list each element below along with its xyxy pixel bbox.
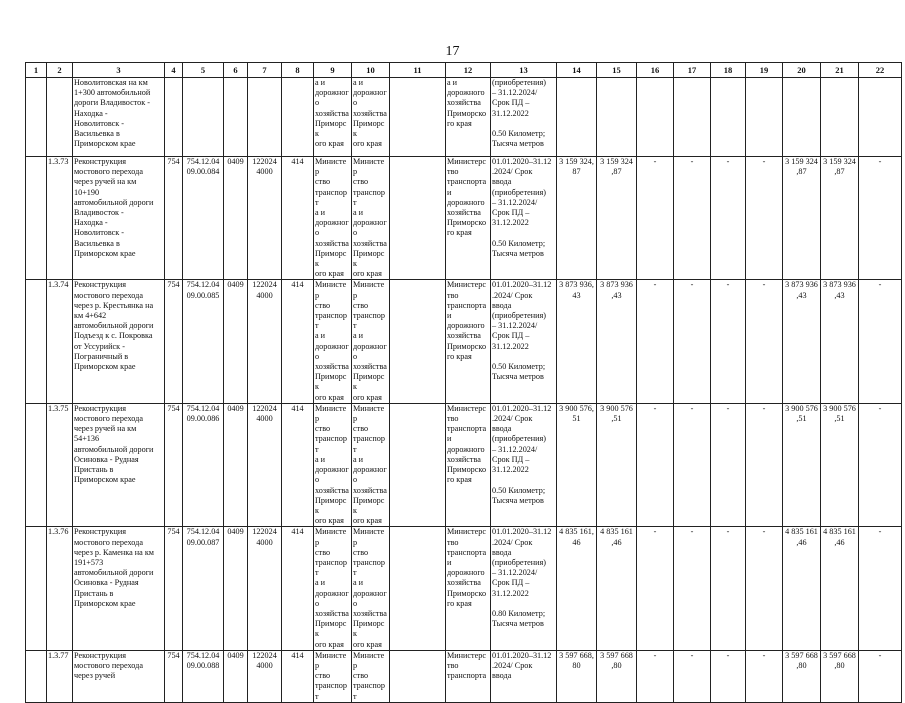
cell-col-22: - bbox=[859, 280, 902, 403]
table-row bbox=[26, 157, 902, 280]
cell-col-22 bbox=[859, 78, 902, 157]
cell-col-4: 754 bbox=[165, 280, 183, 403]
column-header-8: 8 bbox=[282, 63, 314, 78]
cell-col-19: - bbox=[746, 527, 783, 650]
cell-col-9: Министер ство транспорт а и дорожног о хозяйства Приморск ого края bbox=[314, 157, 352, 280]
cell-col-1 bbox=[26, 78, 47, 157]
cell-col-17: - bbox=[674, 280, 711, 403]
cell-col-8: 414 bbox=[282, 157, 314, 280]
cell-col-20: 3 597 668 ,80 bbox=[783, 650, 821, 702]
cell-col-6 bbox=[224, 78, 248, 157]
cell-col-6: 0409 bbox=[224, 650, 248, 702]
cell-col-20: 3 159 324 ,87 bbox=[783, 157, 821, 280]
cell-col-19: - bbox=[746, 280, 783, 403]
cell-col-2: 1.3.73 bbox=[47, 157, 73, 280]
cell-col-2: 1.3.77 bbox=[47, 650, 73, 702]
cell-col-3: Реконструкция мостового перехода через ручей bbox=[73, 650, 165, 702]
cell-col-9: Министер ство транспорт а и дорожног о хозяйства Приморск ого края bbox=[314, 527, 352, 650]
cell-col-8: 414 bbox=[282, 650, 314, 702]
cell-col-17: - bbox=[674, 527, 711, 650]
cell-col-3: Новолитовская на км 1+300 автомобильной дороги Владивосток - Находка - Новолитовск - Васильевка в Приморском крае bbox=[73, 78, 165, 157]
cell-col-11 bbox=[390, 157, 446, 280]
cell-col-22: - bbox=[859, 403, 902, 526]
cell-col-15: 3 900 576 ,51 bbox=[597, 403, 637, 526]
column-header-3: 3 bbox=[73, 63, 165, 78]
table-row bbox=[26, 280, 902, 403]
cell-col-15: 3 873 936 ,43 bbox=[597, 280, 637, 403]
cell-col-11 bbox=[390, 280, 446, 403]
cell-col-5: 754.12.04 09.00.086 bbox=[183, 403, 224, 526]
cell-col-10: Министер ство транспорт а и дорожног о хозяйства Приморск ого края bbox=[352, 157, 390, 280]
cell-col-20: 3 900 576 ,51 bbox=[783, 403, 821, 526]
cell-col-19: - bbox=[746, 403, 783, 526]
column-header-7: 7 bbox=[248, 63, 282, 78]
cell-col-8: 414 bbox=[282, 403, 314, 526]
cell-col-7: 122024 4000 bbox=[248, 527, 282, 650]
cell-col-16: - bbox=[637, 650, 674, 702]
cell-col-13: 01.01.2020–31.12 .2024/ Срок ввода (приобретения) – 31.12.2024/ Срок ПД – 31.12.2022 0.80 Километр; Тысяча метров bbox=[491, 527, 557, 650]
cell-col-12: а и дорожного хозяйства Приморско го края bbox=[446, 78, 491, 157]
cell-col-18: - bbox=[711, 157, 746, 280]
cell-col-9: Министер ство транспорт а и дорожног о хозяйства Приморск ого края bbox=[314, 403, 352, 526]
column-header-11: 11 bbox=[390, 63, 446, 78]
cell-col-7 bbox=[248, 78, 282, 157]
cell-col-1 bbox=[26, 403, 47, 526]
cell-col-4: 754 bbox=[165, 157, 183, 280]
cell-col-14: 3 900 576, 51 bbox=[557, 403, 597, 526]
budget-table bbox=[25, 62, 902, 703]
cell-col-16: - bbox=[637, 403, 674, 526]
cell-col-5: 754.12.04 09.00.085 bbox=[183, 280, 224, 403]
column-header-6: 6 bbox=[224, 63, 248, 78]
cell-col-21: 4 835 161 ,46 bbox=[821, 527, 859, 650]
column-header-5: 5 bbox=[183, 63, 224, 78]
cell-col-6: 0409 bbox=[224, 280, 248, 403]
header-row bbox=[26, 63, 902, 78]
column-header-1: 1 bbox=[26, 63, 47, 78]
cell-col-6: 0409 bbox=[224, 527, 248, 650]
cell-col-1 bbox=[26, 280, 47, 403]
cell-col-18: - bbox=[711, 403, 746, 526]
cell-col-2: 1.3.75 bbox=[47, 403, 73, 526]
cell-col-18 bbox=[711, 78, 746, 157]
cell-col-9: Министер ство транспорт bbox=[314, 650, 352, 702]
cell-col-19: - bbox=[746, 157, 783, 280]
cell-col-14: 3 873 936, 43 bbox=[557, 280, 597, 403]
column-header-18: 18 bbox=[711, 63, 746, 78]
cell-col-9: а и дорожног о хозяйства Приморск ого края bbox=[314, 78, 352, 157]
page-number: 17 bbox=[445, 44, 460, 59]
cell-col-13: (приобретения) – 31.12.2024/ Срок ПД – 31.12.2022 0.50 Километр; Тысяча метров bbox=[491, 78, 557, 157]
cell-col-21: 3 873 936 ,43 bbox=[821, 280, 859, 403]
cell-col-20: 4 835 161 ,46 bbox=[783, 527, 821, 650]
cell-col-4: 754 bbox=[165, 650, 183, 702]
column-header-10: 10 bbox=[352, 63, 390, 78]
cell-col-7: 122024 4000 bbox=[248, 157, 282, 280]
cell-col-11 bbox=[390, 403, 446, 526]
cell-col-3: Реконструкция мостового перехода через р. Каменка на км 191+573 автомобильной дороги Осиновка - Рудная Пристань в Приморском крае bbox=[73, 527, 165, 650]
cell-col-21: 3 159 324 ,87 bbox=[821, 157, 859, 280]
cell-col-16 bbox=[637, 78, 674, 157]
cell-col-12: Министерс тво транспорта и дорожного хозяйства Приморско го края bbox=[446, 280, 491, 403]
cell-col-3: Реконструкция мостового перехода через ручей на км 54+136 автомобильной дороги Осиновка - Рудная Пристань в Приморском крае bbox=[73, 403, 165, 526]
cell-col-13: 01.01.2020–31.12 .2024/ Срок ввода (приобретения) – 31.12.2024/ Срок ПД – 31.12.2022 0.50 Километр; Тысяча метров bbox=[491, 280, 557, 403]
cell-col-22: - bbox=[859, 650, 902, 702]
column-header-14: 14 bbox=[557, 63, 597, 78]
column-header-21: 21 bbox=[821, 63, 859, 78]
cell-col-1 bbox=[26, 650, 47, 702]
cell-col-11 bbox=[390, 527, 446, 650]
cell-col-21: 3 597 668 ,80 bbox=[821, 650, 859, 702]
cell-col-2 bbox=[47, 78, 73, 157]
cell-col-2: 1.3.74 bbox=[47, 280, 73, 403]
cell-col-13: 01.01.2020–31.12 .2024/ Срок ввода bbox=[491, 650, 557, 702]
cell-col-1 bbox=[26, 157, 47, 280]
cell-col-3: Реконструкция мостового перехода через р. Крестьянка на км 4+642 автомобильной дороги Подъезд к с. Покровка от Уссурийск - Пограничный в Приморском крае bbox=[73, 280, 165, 403]
column-header-19: 19 bbox=[746, 63, 783, 78]
cell-col-5: 754.12.04 09.00.087 bbox=[183, 527, 224, 650]
cell-col-2: 1.3.76 bbox=[47, 527, 73, 650]
cell-col-18: - bbox=[711, 650, 746, 702]
cell-col-20 bbox=[783, 78, 821, 157]
column-header-17: 17 bbox=[674, 63, 711, 78]
cell-col-12: Министерс тво транспорта и дорожного хозяйства Приморско го края bbox=[446, 157, 491, 280]
cell-col-16: - bbox=[637, 157, 674, 280]
cell-col-8: 414 bbox=[282, 280, 314, 403]
cell-col-4: 754 bbox=[165, 403, 183, 526]
column-header-9: 9 bbox=[314, 63, 352, 78]
cell-col-6: 0409 bbox=[224, 403, 248, 526]
column-header-4: 4 bbox=[165, 63, 183, 78]
cell-col-13: 01.01.2020–31.12 .2024/ Срок ввода (приобретения) – 31.12.2024/ Срок ПД – 31.12.2022 0.50 Километр; Тысяча метров bbox=[491, 403, 557, 526]
cell-col-8: 414 bbox=[282, 527, 314, 650]
cell-col-3: Реконструкция мостового перехода через ручей на км 10+190 автомобильной дороги Владивосток - Находка - Новолитовск - Васильевка в Приморском крае bbox=[73, 157, 165, 280]
cell-col-4: 754 bbox=[165, 527, 183, 650]
cell-col-1 bbox=[26, 527, 47, 650]
cell-col-5 bbox=[183, 78, 224, 157]
column-header-2: 2 bbox=[47, 63, 73, 78]
cell-col-10: Министер ство транспорт а и дорожног о хозяйства Приморск ого края bbox=[352, 527, 390, 650]
cell-col-17 bbox=[674, 78, 711, 157]
cell-col-8 bbox=[282, 78, 314, 157]
cell-col-6: 0409 bbox=[224, 157, 248, 280]
table-row bbox=[26, 650, 902, 702]
column-header-20: 20 bbox=[783, 63, 821, 78]
cell-col-16: - bbox=[637, 527, 674, 650]
cell-col-12: Министерс тво транспорта и дорожного хозяйства Приморско го края bbox=[446, 527, 491, 650]
cell-col-21 bbox=[821, 78, 859, 157]
cell-col-14: 3 597 668, 80 bbox=[557, 650, 597, 702]
column-header-15: 15 bbox=[597, 63, 637, 78]
cell-col-13: 01.01.2020–31.12 .2024/ Срок ввода (приобретения) – 31.12.2024/ Срок ПД – 31.12.2022 0.50 Километр; Тысяча метров bbox=[491, 157, 557, 280]
cell-col-5: 754.12.04 09.00.088 bbox=[183, 650, 224, 702]
cell-col-22: - bbox=[859, 157, 902, 280]
cell-col-18: - bbox=[711, 527, 746, 650]
cell-col-5: 754.12.04 09.00.084 bbox=[183, 157, 224, 280]
cell-col-7: 122024 4000 bbox=[248, 650, 282, 702]
cell-col-9: Министер ство транспорт а и дорожног о хозяйства Приморск ого края bbox=[314, 280, 352, 403]
cell-col-10: Министер ство транспорт bbox=[352, 650, 390, 702]
cell-col-14: 3 159 324, 87 bbox=[557, 157, 597, 280]
cell-col-12: Министерс тво транспорта bbox=[446, 650, 491, 702]
cell-col-15: 3 597 668 ,80 bbox=[597, 650, 637, 702]
cell-col-17: - bbox=[674, 403, 711, 526]
cell-col-19 bbox=[746, 78, 783, 157]
column-header-13: 13 bbox=[491, 63, 557, 78]
cell-col-14: 4 835 161, 46 bbox=[557, 527, 597, 650]
cell-col-18: - bbox=[711, 280, 746, 403]
cell-col-16: - bbox=[637, 280, 674, 403]
cell-col-10: а и дорожног о хозяйства Приморск ого края bbox=[352, 78, 390, 157]
cell-col-20: 3 873 936 ,43 bbox=[783, 280, 821, 403]
cell-col-10: Министер ство транспорт а и дорожног о хозяйства Приморск ого края bbox=[352, 280, 390, 403]
cell-col-17: - bbox=[674, 157, 711, 280]
table-row bbox=[26, 403, 902, 526]
cell-col-22: - bbox=[859, 527, 902, 650]
cell-col-15: 4 835 161 ,46 bbox=[597, 527, 637, 650]
cell-col-10: Министер ство транспорт а и дорожног о хозяйства Приморск ого края bbox=[352, 403, 390, 526]
table-row bbox=[26, 78, 902, 157]
cell-col-21: 3 900 576 ,51 bbox=[821, 403, 859, 526]
cell-col-12: Министерс тво транспорта и дорожного хозяйства Приморско го края bbox=[446, 403, 491, 526]
cell-col-7: 122024 4000 bbox=[248, 280, 282, 403]
column-header-12: 12 bbox=[446, 63, 491, 78]
cell-col-7: 122024 4000 bbox=[248, 403, 282, 526]
cell-col-17: - bbox=[674, 650, 711, 702]
table-row bbox=[26, 527, 902, 650]
cell-col-4 bbox=[165, 78, 183, 157]
cell-col-15: 3 159 324 ,87 bbox=[597, 157, 637, 280]
column-header-22: 22 bbox=[859, 63, 902, 78]
cell-col-15 bbox=[597, 78, 637, 157]
cell-col-11 bbox=[390, 650, 446, 702]
column-header-16: 16 bbox=[637, 63, 674, 78]
cell-col-14 bbox=[557, 78, 597, 157]
cell-col-11 bbox=[390, 78, 446, 157]
cell-col-19: - bbox=[746, 650, 783, 702]
